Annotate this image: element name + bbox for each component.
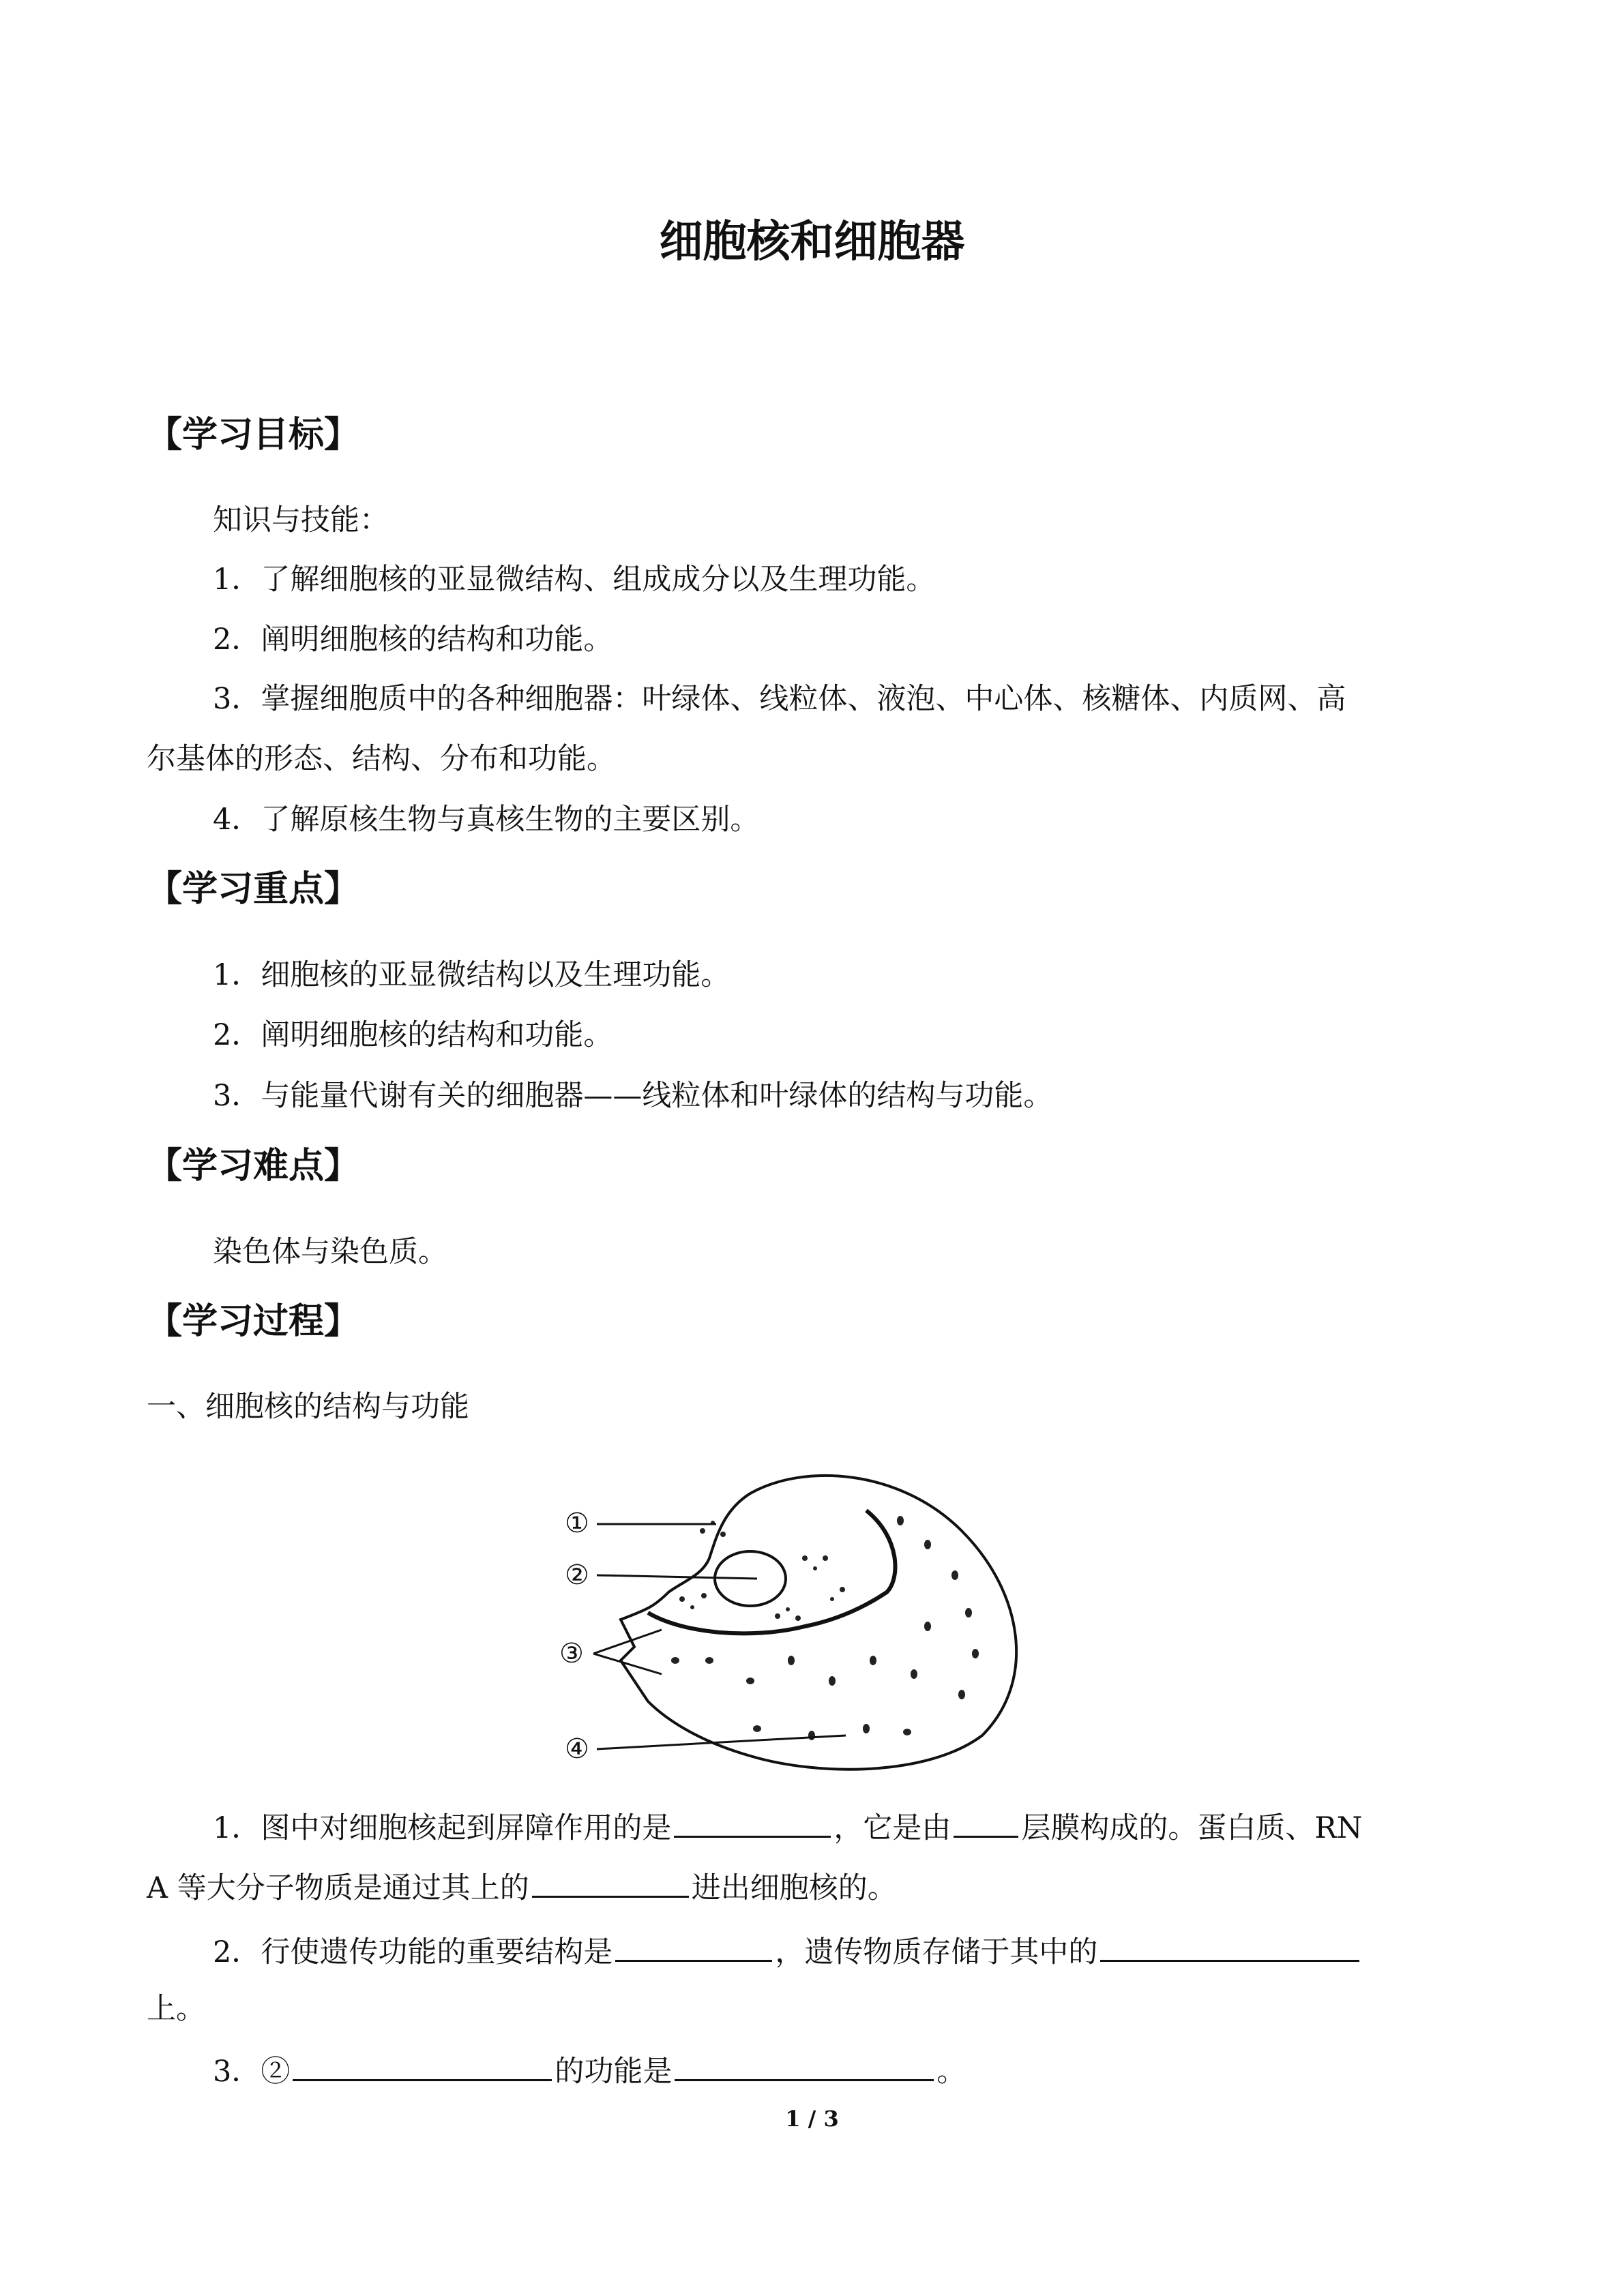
objective-item: 4．了解原核生物与真核生物的主要区别。 xyxy=(213,803,760,837)
answer-blank[interactable] xyxy=(675,2049,934,2081)
figure-label-4: ④ xyxy=(565,1733,589,1765)
answer-blank[interactable] xyxy=(293,2049,552,2081)
objective-item: 3．掌握细胞质中的各种细胞器：叶绿体、线粒体、液泡、中心体、核糖体、内质网、高 xyxy=(213,682,1346,716)
key-point-item: 2．阐明细胞核的结构和功能。 xyxy=(213,1018,613,1052)
objective-item: 1．了解细胞核的亚显微结构、组成成分以及生理功能。 xyxy=(213,563,936,597)
difficulty-item: 染色体与染色质。 xyxy=(213,1235,447,1269)
figure-label-1: ① xyxy=(565,1508,589,1539)
answer-blank[interactable] xyxy=(954,1806,1018,1838)
nucleus-diagram xyxy=(546,1456,1037,1783)
page-number: 1 / 3 xyxy=(785,2106,839,2132)
question-1-text-b: ，它是由 xyxy=(833,1811,951,1845)
question-3-line xyxy=(213,2049,1543,2092)
answer-blank[interactable] xyxy=(615,1930,772,1962)
page-title: 细胞核和细胞器 xyxy=(659,217,965,267)
question-1-line-2 xyxy=(147,1866,1477,1909)
question-1-text-e: 进出细胞核的。 xyxy=(691,1871,897,1905)
part-title: 一、细胞核的结构与功能 xyxy=(147,1390,469,1424)
answer-blank[interactable] xyxy=(532,1866,689,1898)
objectives-subheading: 知识与技能： xyxy=(213,503,389,537)
question-2-line-2: 上。 xyxy=(147,1992,205,2026)
section-heading-objectives: 【学习目标】 xyxy=(147,415,360,456)
section-heading-difficulties: 【学习难点】 xyxy=(147,1146,360,1187)
question-1-text-d: A 等大分子物质是通过其上的 xyxy=(147,1871,529,1905)
figure-label-3: ③ xyxy=(559,1638,584,1669)
question-3-text-c: 。 xyxy=(936,2055,966,2089)
figure-label-2: ② xyxy=(565,1560,589,1591)
answer-blank[interactable] xyxy=(1100,1930,1359,1962)
question-2-text-b: ，遗传物质存储于其中的 xyxy=(775,1935,1098,1969)
question-3-text-a: 3．② xyxy=(213,2055,291,2089)
key-point-item: 1．细胞核的亚显微结构以及生理功能。 xyxy=(213,958,730,992)
question-2-text-a: 2．行使遗传功能的重要结构是 xyxy=(213,1935,613,1969)
question-2-line-1 xyxy=(213,1930,1543,1973)
key-point-item: 3．与能量代谢有关的细胞器——线粒体和叶绿体的结构与功能。 xyxy=(213,1079,1053,1113)
question-1-text-c: 层膜构成的。蛋白质、RN xyxy=(1021,1811,1363,1845)
question-1-line-1 xyxy=(213,1806,1543,1849)
answer-blank[interactable] xyxy=(674,1806,831,1838)
section-heading-process: 【学习过程】 xyxy=(147,1301,360,1342)
objective-item-continued: 尔基体的形态、结构、分布和功能。 xyxy=(147,742,616,776)
objective-item: 2．阐明细胞核的结构和功能。 xyxy=(213,623,613,657)
section-heading-key-points: 【学习重点】 xyxy=(147,869,360,910)
question-1-text-a: 1．图中对细胞核起到屏障作用的是 xyxy=(213,1811,672,1845)
question-3-text-b: 的功能是 xyxy=(555,2055,673,2089)
